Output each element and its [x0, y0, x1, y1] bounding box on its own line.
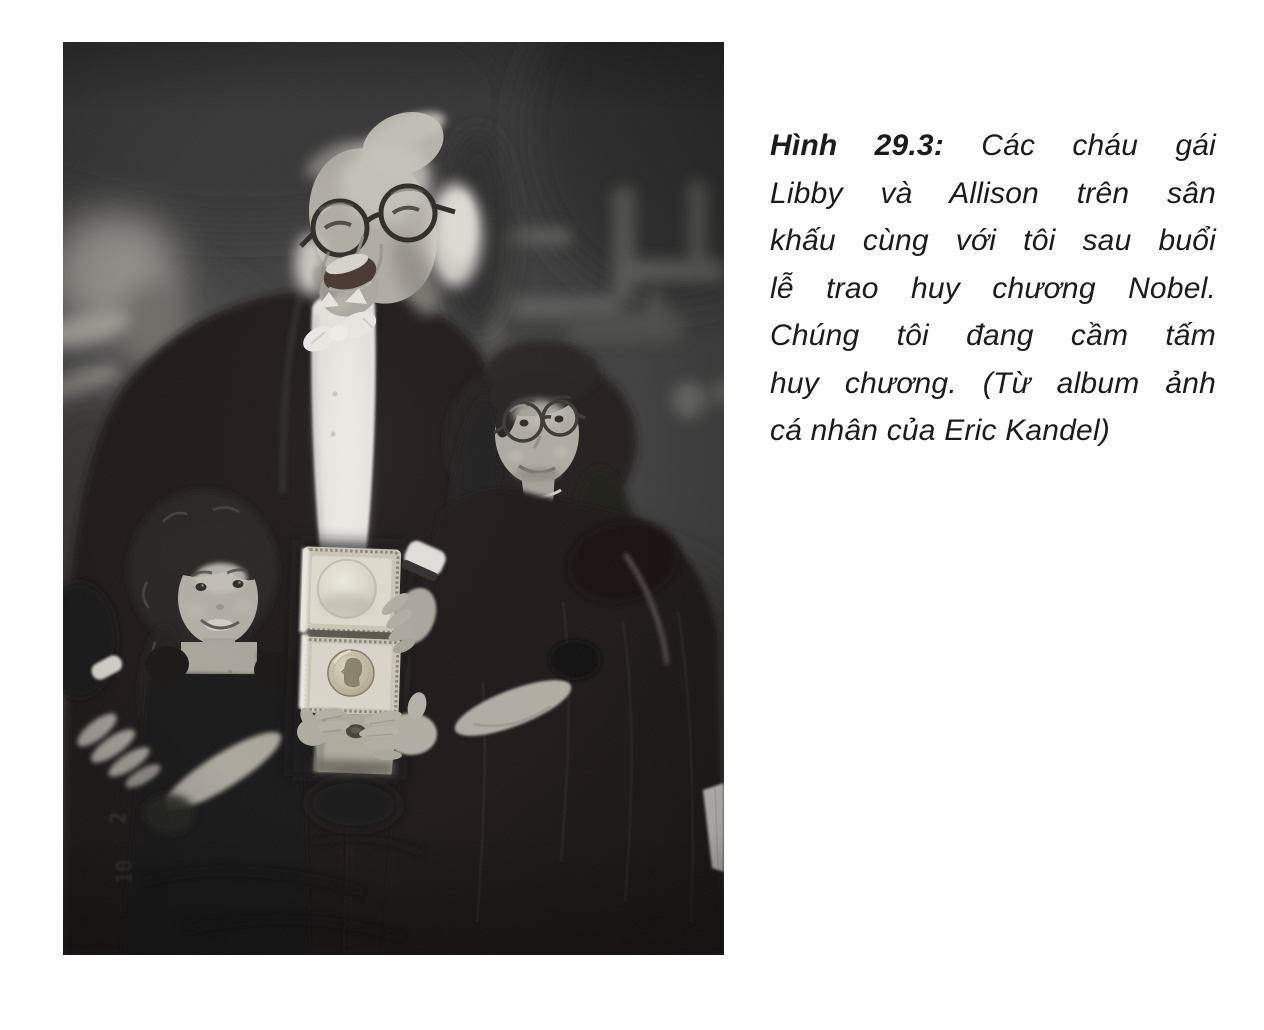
caption-text: huy chương. (Từ album ảnh: [770, 366, 1216, 400]
caption-text: lễ trao huy chương Nobel.: [770, 271, 1216, 305]
caption-line: [770, 265, 1216, 313]
figure-caption: [770, 122, 1216, 455]
caption-line: [770, 170, 1216, 218]
caption-text: khấu cùng với tôi sau buổi: [770, 224, 1216, 257]
photo-figure: [63, 42, 724, 955]
caption-text: Chúng tôi đang cầm tấm: [770, 319, 1216, 352]
caption-line: [770, 407, 1216, 455]
figure-label: Hình 29.3:: [770, 129, 945, 162]
caption-line: [770, 122, 1216, 170]
caption-line: [770, 312, 1216, 360]
caption-line: [770, 217, 1216, 265]
caption-text: Các cháu gái: [981, 129, 1216, 162]
photo-grain: [63, 42, 724, 955]
bw-photograph: [63, 42, 724, 955]
caption-text: Libby và Allison trên sân: [770, 176, 1216, 210]
caption-text: cá nhân của Eric Kandel): [770, 414, 1111, 447]
caption-line: [770, 360, 1216, 408]
